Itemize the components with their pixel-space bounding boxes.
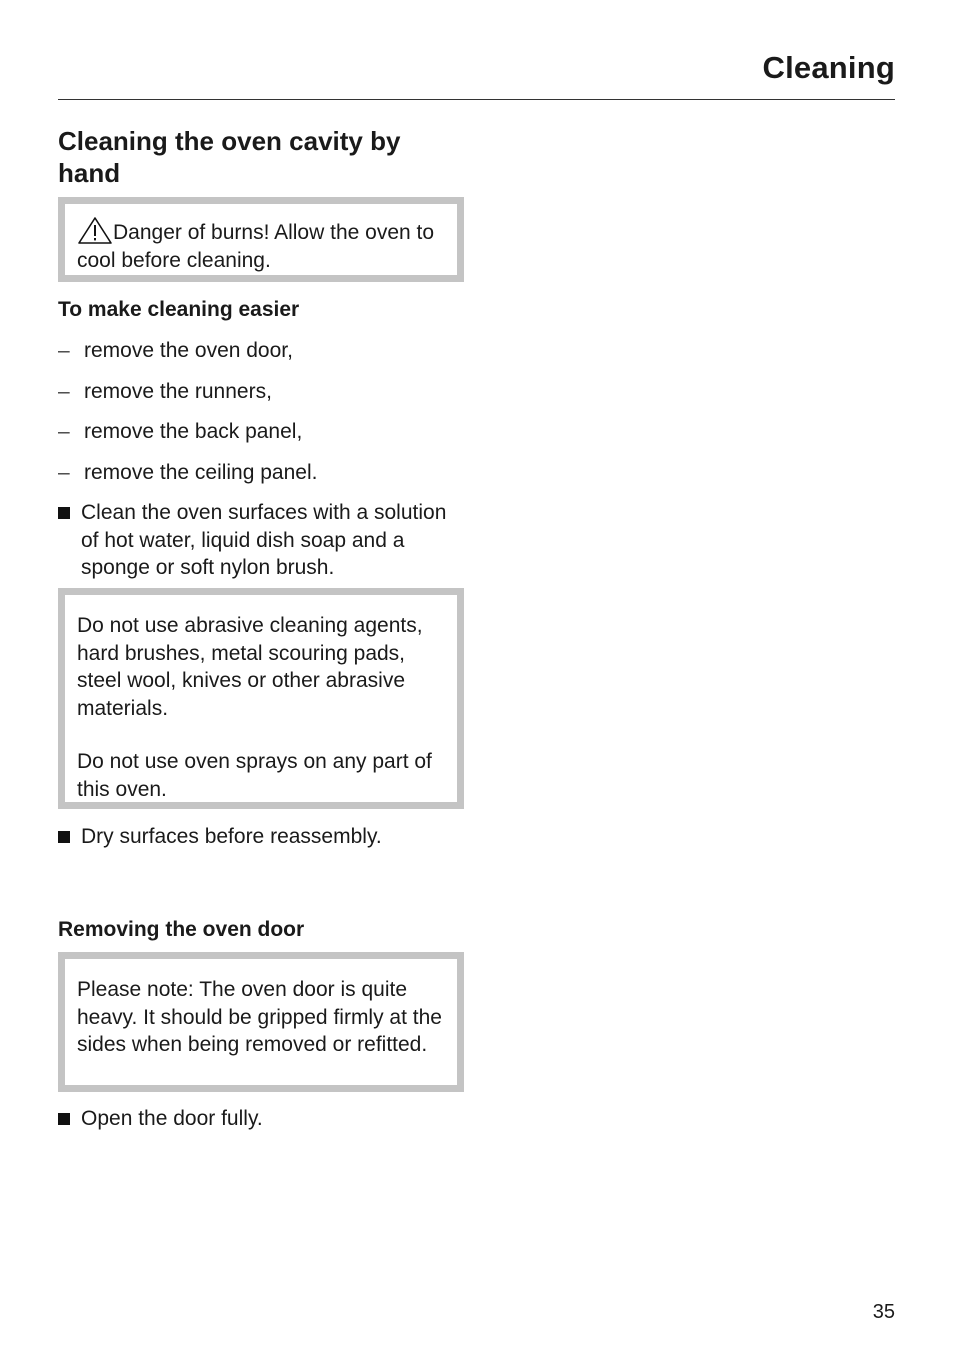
dash-marker: – [58, 339, 70, 362]
instruction-text: Open the door fully. [81, 1107, 263, 1130]
instruction-step [58, 1105, 464, 1133]
subheading-cleaning-easier: To make cleaning easier [58, 298, 300, 321]
page-number: 35 [872, 1301, 895, 1323]
list-item-text: remove the back panel, [84, 420, 303, 443]
section-heading: Cleaning the oven cavity by hand [58, 126, 401, 188]
note-box [58, 952, 464, 1092]
header-divider [58, 99, 895, 100]
list-item-text: remove the oven door, [84, 339, 293, 362]
list-item-text: remove the ceiling panel. [84, 461, 318, 484]
square-bullet-icon [58, 507, 70, 519]
warning-text: Danger of burns! Allow the oven to cool before cleaning. [77, 221, 435, 272]
dash-marker: – [58, 420, 70, 443]
note-paragraph: Do not use abrasive cleaning agents, hard brushes, metal scouring pads, steel wool, knives or other abrasive materials. [77, 614, 423, 720]
subheading-removing-door: Removing the oven door [58, 918, 305, 941]
list-item-text: remove the runners, [84, 380, 272, 403]
square-bullet-icon [58, 831, 70, 843]
note-paragraph: Do not use oven sprays on any part of this oven. [77, 750, 432, 801]
warning-triangle-icon [77, 216, 113, 244]
warning-paragraph [77, 216, 445, 274]
note-box [58, 588, 464, 809]
instruction-text: Clean the oven surfaces with a solution of hot water, liquid dish soap and a sponge or soft nylon brush. [81, 501, 447, 579]
dash-marker: – [58, 380, 70, 403]
instruction-step [58, 823, 464, 851]
instruction-step [58, 499, 464, 582]
instruction-text: Dry surfaces before reassembly. [81, 825, 382, 848]
page-title: Cleaning [762, 50, 895, 85]
square-bullet-icon [58, 1113, 70, 1125]
note-paragraph: Please note: The oven door is quite heavy. It should be gripped firmly at the sides when being removed or refitted. [77, 978, 442, 1056]
dash-marker: – [58, 461, 70, 484]
warning-box [58, 197, 464, 282]
